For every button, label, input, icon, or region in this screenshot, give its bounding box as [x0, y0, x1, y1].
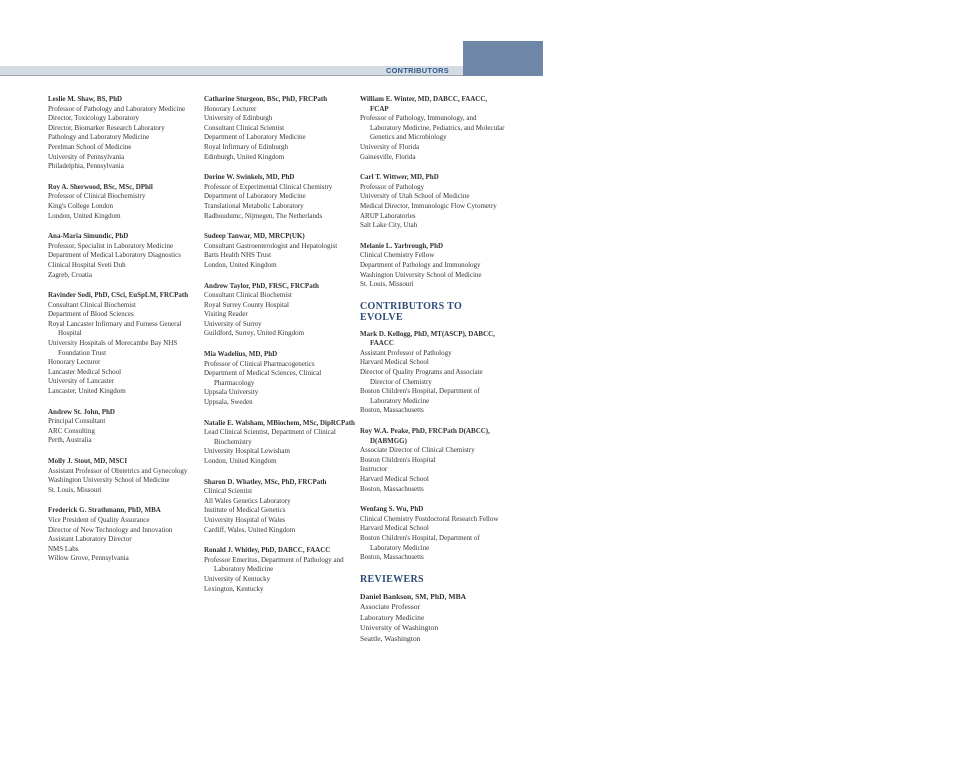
contributor-name: Roy A. Sherwood, BSc, MSc, DPhil: [48, 182, 153, 191]
contributor-name: Carl T. Wittwer, MD, PhD: [360, 173, 439, 182]
contributor-entry: [204, 478, 356, 536]
contributor-entry: [48, 291, 198, 397]
contributor-entry: [360, 95, 506, 162]
contributor-affiliation-line: Barts Health NHS Trust: [204, 251, 272, 260]
contributor-affiliation-line: Royal Lancaster Infirmary and Furness General Hospital: [48, 319, 182, 338]
evolve-heading: CONTRIBUTORS TO EVOLVE: [360, 300, 463, 323]
contributor-affiliation-line: Zagreb, Croatia: [48, 270, 92, 279]
contributor-affiliation-line: Consultant Clinical Biochemist: [204, 291, 292, 300]
contributor-affiliation-line: Seattle, Washington: [360, 633, 421, 643]
contributor-affiliation-line: University Hospital of Wales: [204, 515, 286, 524]
contributor-affiliation-line: ARUP Laboratories: [360, 211, 416, 220]
contributor-affiliation-line: Instructor: [360, 465, 388, 474]
contributor-affiliation-line: Director, Toxicology Laboratory: [48, 114, 140, 123]
contributor-affiliation-line: Honorary Lecturer: [204, 104, 257, 113]
contributor-entry: [204, 173, 356, 221]
contributor-affiliation-line: Director of New Technology and Innovation: [48, 525, 173, 534]
contributor-affiliation-line: University Hospital Lewisham: [204, 447, 290, 456]
contributor-entry: [360, 505, 506, 563]
contributor-affiliation-line: London, United Kingdom: [204, 260, 277, 269]
contributor-affiliation-line: Gainesville, Florida: [360, 152, 416, 161]
contributor-name: William E. Winter, MD, DABCC, FAACC, FCAP: [360, 95, 488, 113]
contributor-name: Ravinder Sodi, PhD, CSci, EuSpLM, FRCPath: [48, 291, 189, 300]
contributor-affiliation-line: Consultant Clinical Biochemist: [48, 300, 136, 309]
contributor-affiliation-line: St. Louis, Missouri: [48, 485, 102, 494]
contributor-affiliation-line: Lancaster Medical School: [48, 367, 122, 376]
contributor-affiliation-line: Professor of Pathology, Immunology, and Laboratory Medicine, Pediatrics, and Molecular Genetics and Microbiology: [360, 114, 505, 142]
contributor-affiliation-line: Perelman School of Medicine: [48, 142, 132, 151]
contributor-affiliation-line: University of Washington: [360, 623, 439, 633]
contributor-affiliation-line: Vice President of Quality Assurance: [48, 515, 150, 524]
contributor-affiliation-line: Consultant Gastroenterologist and Hepatologist: [204, 241, 338, 250]
contributor-name: Catharine Sturgeon, BSc, PhD, FRCPath: [204, 95, 328, 103]
contributor-entry: [48, 232, 198, 280]
contributor-name: Ronald J. Whitley, PhD, DABCC, FAACC: [204, 546, 331, 555]
contributor-name: Andrew Taylor, PhD, FRSC, FRCPath: [204, 281, 319, 290]
contributor-entry: [48, 95, 198, 172]
contributor-affiliation-line: Harvard Medical School: [360, 475, 429, 483]
contributor-entry: [204, 232, 356, 270]
contributor-affiliation-line: Willow Grove, Pennsylvania: [48, 554, 129, 563]
contributor-name: Leslie M. Shaw, BS, PhD: [48, 95, 123, 103]
contributor-affiliation-line: Professor of Experimental Clinical Chemistry: [204, 182, 333, 191]
contributor-entry: [48, 183, 198, 221]
contributor-entry: [360, 173, 506, 231]
contributor-affiliation-line: Department of Medical Sciences, Clinical Pharmacology: [204, 369, 322, 387]
contributor-affiliation-line: University of Kentucky: [204, 574, 271, 583]
contributor-entry: [204, 95, 356, 162]
contributor-affiliation-line: Assistant Laboratory Director: [48, 535, 132, 544]
contributor-affiliation-line: Visiting Reader: [204, 310, 248, 319]
contributor-affiliation-line: Assistant Professor of Obstetrics and Gynecology: [48, 466, 188, 475]
contributor-name: Wenfang S. Wu, PhD: [360, 505, 424, 514]
contributor-affiliation-line: Lancaster, United Kingdom: [48, 387, 126, 396]
contributor-affiliation-line: Cardiff, Wales, United Kingdom: [204, 525, 296, 534]
contributor-affiliation-line: Associate Director of Clinical Chemistry: [360, 446, 475, 455]
contributor-affiliation-line: Radboudumc, Nijmegen, The Netherlands: [204, 211, 323, 220]
contributor-entry: [360, 330, 506, 416]
contributor-affiliation-line: University of Florida: [360, 142, 420, 151]
contributor-affiliation-line: Medical Director, Immunologic Flow Cytometry: [360, 201, 497, 210]
contributor-affiliation-line: Consultant Clinical Scientist: [204, 123, 285, 132]
contributor-affiliation-line: Philadelphia, Pennsylvania: [48, 162, 124, 171]
contributor-entry: [360, 427, 506, 494]
contributor-entry: [204, 350, 356, 408]
contributor-affiliation-line: Department of Medical Laboratory Diagnostics: [48, 251, 181, 260]
contributor-affiliation-line: Washington University School of Medicine: [360, 270, 482, 279]
running-header-title: CONTRIBUTORS: [386, 66, 449, 75]
contributor-affiliation-line: Uppsala, Sweden: [204, 398, 253, 407]
contributor-affiliation-line: Clinical Scientist: [204, 487, 253, 496]
contributor-affiliation-line: Professor of Pathology and Laboratory Medicine: [48, 104, 186, 113]
contributor-name: Ana-Maria Simundic, PhD: [48, 232, 129, 241]
contributor-entry: [48, 506, 198, 564]
contributor-affiliation-line: Principal Consultant: [48, 417, 106, 426]
contributor-affiliation-line: University of Utah School of Medicine: [360, 192, 470, 201]
contributor-affiliation-line: Clinical Chemistry Postdoctoral Research Fellow: [360, 514, 499, 523]
header-rule: [0, 75, 543, 76]
contributor-affiliation-line: London, United Kingdom: [204, 457, 277, 465]
column-1: [48, 95, 198, 575]
column-3: [360, 95, 506, 655]
contributor-affiliation-line: Boston, Massachusetts: [360, 484, 424, 493]
contributor-affiliation-line: ARC Consulting: [48, 426, 95, 435]
contributor-affiliation-line: Boston, Massachusetts: [360, 406, 424, 415]
contributor-name: Sharon D. Whatley, MSc, PhD, FRCPath: [204, 477, 327, 486]
contributor-affiliation-line: University Hospitals of Morecambe Bay NHS Foundation Trust: [48, 339, 178, 357]
contributor-affiliation-line: Department of Laboratory Medicine: [204, 133, 306, 142]
contributor-name: Molly J. Stout, MD, MSCI: [48, 457, 128, 465]
contributor-affiliation-line: Department of Laboratory Medicine: [204, 192, 306, 201]
contributor-affiliation-line: Washington University School of Medicine: [48, 476, 170, 485]
contributor-affiliation-line: Salt Lake City, Utah: [360, 221, 418, 230]
contributor-affiliation-line: Honorary Lecturer: [48, 358, 101, 367]
contributor-entry: [204, 282, 356, 340]
contributor-affiliation-line: Guildford, Surrey, United Kingdom: [204, 329, 305, 338]
contributor-name: Natalie E. Walsham, MBiochem, MSc, DipRCPath: [204, 418, 355, 427]
contributor-affiliation-line: Professor of Pathology: [360, 182, 425, 191]
contributor-affiliation-line: London, United Kingdom: [48, 211, 121, 220]
contributor-name: Dorine W. Swinkels, MD, PhD: [204, 173, 295, 182]
contributor-affiliation-line: Department of Blood Sciences: [48, 310, 134, 319]
contributor-affiliation-line: Director of Quality Programs and Associate Director of Chemistry: [360, 368, 483, 386]
contributor-affiliation-line: Professor Emeritus, Department of Pathology and Laboratory Medicine: [204, 555, 344, 574]
contributor-name: Frederick G. Strathmann, PhD, MBA: [48, 506, 161, 515]
contributor-affiliation-line: University of Edinburgh: [204, 114, 273, 123]
contributor-affiliation-line: Royal Infirmary of Edinburgh: [204, 142, 289, 151]
contributor-affiliation-line: Royal Surrey County Hospital: [204, 300, 289, 309]
contributor-affiliation-line: King's College London: [48, 201, 114, 210]
page-number-tab: [463, 41, 956, 115]
contributor-affiliation-line: St. Louis, Missouri: [360, 280, 414, 289]
contributor-affiliation-line: Uppsala University: [204, 388, 259, 397]
contributor-entry: [360, 592, 506, 645]
contributor-affiliation-line: University of Lancaster: [48, 377, 115, 386]
contributor-affiliation-line: Professor, Specialist in Laboratory Medicine: [48, 241, 174, 250]
contributor-affiliation-line: Associate Professor: [360, 602, 421, 612]
contributor-affiliation-line: Pathology and Laboratory Medicine: [48, 133, 150, 142]
contributor-entry: [48, 457, 198, 495]
page-number: xi: [949, 106, 956, 115]
contributor-name: Sudeep Tanwar, MD, MRCP(UK): [204, 232, 305, 241]
contributor-affiliation-line: NMS Labs: [48, 544, 79, 553]
contributor-affiliation-line: Professor of Clinical Biochemistry: [48, 192, 146, 201]
contributor-affiliation-line: Edinburgh, United Kingdom: [204, 152, 285, 161]
column-3-entries: [360, 95, 506, 290]
contributor-name: Roy W.A. Peake, PhD, FRCPath D(ABCC), D(ABMGG): [360, 427, 490, 445]
contributor-affiliation-line: Harvard Medical School: [360, 358, 429, 367]
evolve-entries: [360, 330, 506, 563]
contributor-affiliation-line: Clinical Hospital Sveti Duh: [48, 260, 126, 269]
contributor-affiliation-line: University of Surrey: [204, 319, 262, 328]
contributor-name: Daniel Bankson, SM, PhD, MBA: [360, 591, 467, 601]
contributor-affiliation-line: Boston Children's Hospital, Department of Laboratory Medicine: [360, 387, 480, 405]
contributor-name: Mia Wadelius, MD, PhD: [204, 350, 278, 359]
contributor-affiliation-line: Lead Clinical Scientist, Department of Clinical Biochemistry: [204, 428, 336, 446]
contributor-affiliation-line: Institute of Medical Genetics: [204, 506, 286, 515]
contributor-entry: [204, 546, 356, 594]
contributor-affiliation-line: Boston Children's Hospital: [360, 455, 436, 464]
contributor-name: Mark D. Kellogg, PhD, MT(ASCP), DABCC, FAACC: [360, 329, 495, 348]
contributor-entry: [204, 419, 356, 467]
column-2: [204, 95, 356, 605]
contributor-affiliation-line: Boston Children's Hospital, Department of Laboratory Medicine: [360, 533, 480, 552]
contributor-affiliation-line: Department of Pathology and Immunology: [360, 260, 481, 269]
contributor-affiliation-line: Harvard Medical School: [360, 524, 429, 533]
contributor-affiliation-line: Lexington, Kentucky: [204, 584, 264, 593]
contributor-affiliation-line: Perth, Australia: [48, 436, 92, 445]
contributor-affiliation-line: All Wales Genetics Laboratory: [204, 496, 291, 505]
contributor-entry: [48, 408, 198, 446]
reviewers-entries: [360, 592, 506, 645]
contributor-affiliation-line: Boston, Massachusetts: [360, 553, 424, 562]
contributor-name: Andrew St. John, PhD: [48, 407, 115, 416]
reviewers-heading: REVIEWERS: [360, 573, 424, 585]
contributor-affiliation-line: Translational Metabolic Laboratory: [204, 201, 304, 210]
contributor-affiliation-line: Director, Biomarker Research Laboratory: [48, 123, 165, 132]
contributor-affiliation-line: Clinical Chemistry Fellow: [360, 251, 435, 260]
contributor-entry: [360, 242, 506, 290]
contributor-affiliation-line: Professor of Clinical Pharmacogenetics: [204, 359, 315, 368]
contributor-affiliation-line: Laboratory Medicine: [360, 612, 425, 622]
contributor-affiliation-line: Assistant Professor of Pathology: [360, 348, 452, 357]
contributor-affiliation-line: University of Pennsylvania: [48, 152, 125, 161]
contributor-name: Melanie L. Yarbrough, PhD: [360, 241, 444, 250]
